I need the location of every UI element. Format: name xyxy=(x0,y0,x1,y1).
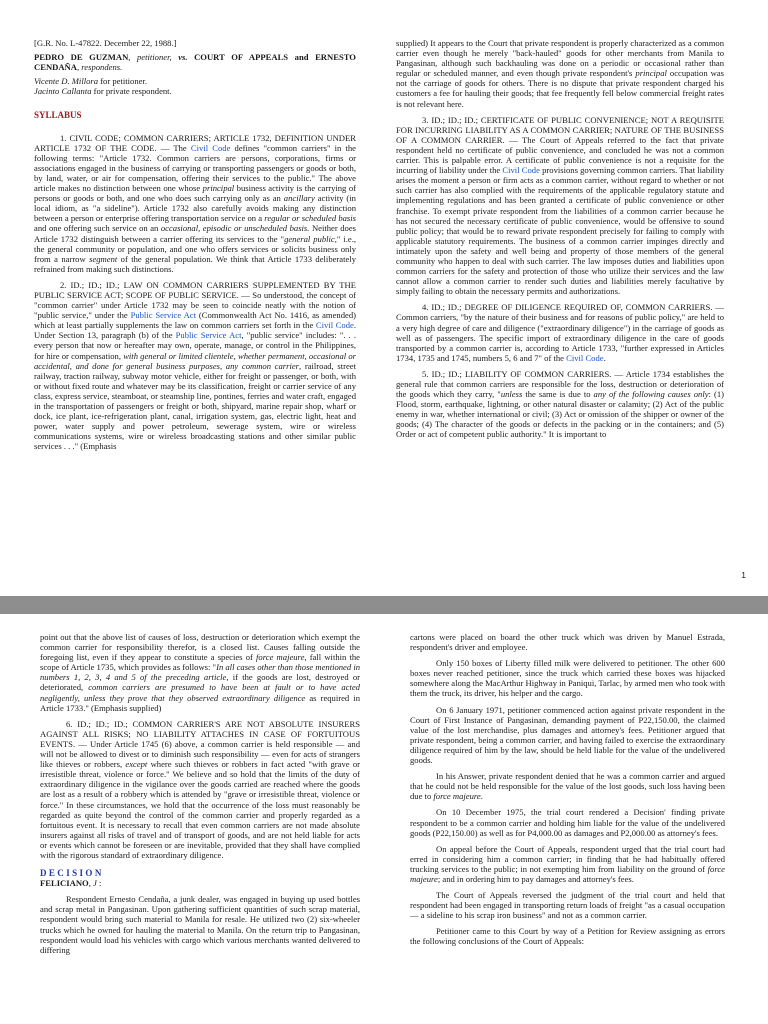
counsel-name: Vicente D. Millora xyxy=(34,76,99,87)
syllabus-heading: SYLLABUS xyxy=(34,110,82,121)
decision-paragraph: Petitioner came to this Court by way of a Petition for Review assigning as errors the following conclusions of the Court of Appeals: xyxy=(410,926,725,947)
civil-code-link[interactable]: Civil Code xyxy=(190,142,231,153)
versus: vs. xyxy=(178,52,188,63)
syllabus-paragraph-4: 4. ID.; ID.; DEGREE OF DILIGENCE REQUIRED OF, COMMON CARRIERS. — Common carriers, "by the nature of their business and for reasons of public policy," are held to a very high degree of care and diligence ("extraordinary diligence") in the carriage of goods as well as of passengers. The specific import of extraordinary diligence in the care of goods transported by a common carrier is, according to Article 1733, "further expressed in Articles 1734, 1735 and 1745, numbers 5, 6 and 7" of the Civil Code. xyxy=(396,302,724,363)
respondent-role: , respondens. xyxy=(76,62,123,73)
decision-paragraph: On 10 December 1975, the trial court rendered a Decision' finding private respondent to be a common carrier and holding him liable for the value of the undelivered goods (P22,150.00) as well as for P4,000.00 as damages and P2,000.00 as attorney's fees. xyxy=(410,807,725,838)
syllabus-paragraph-6: 6. ID.; ID.; ID.; COMMON CARRIER'S ARE NOT ABSOLUTE INSURERS AGAINST ALL RISKS; NO LIABILITY ATTACHES IN CASE OF FORTUITOUS EVENTS. — Under Article 1745 (6) above, a common carrier is held responsible — and will not be allowed to divest or to diminish such responsibility — even for acts of strangers like thieves or robbers, except where such thieves or robbers in fact acted "with grave or irresistible threat, violence or force." We believe and so hold that the limits of the duty of extraordinary diligence in the vigilance over the goods carried are reached where the goods are lost as a result of a robbery which is attended by "grave or irresistible threat, violence or force." In these circumstances, we hold that the occurrence of the loss must reasonably be regarded as quite beyond the control of the common carrier and properly regarded as a fortuitous event. It is necessary to recall that even common carriers are not made absolute insurers against all risks of travel and of transport of goods, and are not held liable for acts or events which cannot be foreseen or are inevitable, provided that they shall have complied with the rigorous standard of extraordinary diligence. xyxy=(40,718,360,860)
right-column xyxy=(410,632,725,953)
ponente-line: FELICIANO, J : xyxy=(40,878,102,889)
case-parties xyxy=(34,52,356,72)
page-number: 1 xyxy=(741,570,746,580)
continued-paragraph: supplied) It appears to the Court that private respondent is properly characterized as a common carrier even though he merely "back-hauled" goods for other merchants from Manila to Pangasinan, although such backhauling was done on a periodic or occasional rather than regular or scheduled manner, and even though private respondent's principal occupation was not the carriage of goods for others. There is no dispute that private respondent charged his customers a fee for hauling their goods; that fee frequently fell below commercial freight rates is not relevant here. xyxy=(396,38,724,109)
public-service-act-link[interactable]: Public Service Act xyxy=(130,310,196,321)
respondent-names: COURT OF APPEALS and ERNESTO CENDAÑA xyxy=(34,52,356,73)
ponente-name: FELICIANO xyxy=(40,878,89,889)
counsel-role: for petitioner. xyxy=(98,76,147,87)
syllabus-paragraph-2: 2. ID.; ID.; ID.; LAW ON COMMON CARRIERS SUPPLEMENTED BY THE PUBLIC SERVICE ACT; SCOPE OF PUBLIC SERVICE. — So understood, the concept of "common carrier" under Article 1732 may be seen to coincide neatly with the notion of "public service," under the Public Service Act (Commonwealth Act No. 1416, as amended) which at least partially supplements the law on common carriers set forth in the Civil Code. Under Section 13, paragraph (b) of the Public Service Act, "public service" includes: ". . . every person that now or hereafter may own, operate, manage, or control in the Philippines, for hire or compensation, with general or limited clientele, whether permanent, occasional or accidental, and done for general business purposes, any common carrier, railroad, street railway, traction railway, subway motor vehicle, either for freight or passenger, or both, with or without fixed route and whatever may be its classification, freight or carrier service of any class, express service, steamboat, or steamship line, pontines, ferries and water craft, engaged in the transportation of passengers or freight or both, shipyard, marine repair shop, wharf or dock, ice plant, ice-refrigeration plant, canal, irrigation system, gas, electric light, heat and power, water supply and power petroleum, sewerage system, wire or wireless communications systems, wire or wireless broadcasting stations and other similar public services . . ." (Emphasis xyxy=(34,279,356,452)
decision-heading: DECISION xyxy=(40,868,104,879)
case-number: [G.R. No. L-47822. December 22, 1988.] xyxy=(34,38,177,48)
civil-code-link[interactable]: Civil Code xyxy=(315,320,354,331)
decision-paragraph: Respondent Ernesto Cendaña, a junk dealer, was engaged in buying up used bottles and scrap metal in Pangasinan. Upon gathering sufficient quantities of such scrap material, respondent would bring such material to Manila for resale. He utilized two (2) six-wheeler trucks which he owned for hauling the material to Manila. On the return trip to Pangasinan, respondent would load his vehicles with cargo which various merchants wanted delivered to differing xyxy=(40,894,360,955)
petitioner-name: PEDRO DE GUZMAN xyxy=(34,52,129,63)
counsel-line xyxy=(34,86,356,96)
civil-code-link[interactable]: Civil Code xyxy=(566,352,604,363)
left-column xyxy=(34,38,356,457)
continued-paragraph: point out that the above list of causes of loss, destruction or deterioration which exempt the common carrier for responsibility therefor, is a closed list. Causes falling outside the foregoing list, even if they appear to constitute a species of force majeure, fall within the scope of Article 1735, which provides as follows: "In all cases other than those mentioned in numbers 1, 2, 3, 4 and 5 of the preceding article, if the goods are lost, destroyed or deteriorated, common carriers are presumed to have been at fault or to have acted negligently, unless they prove that they observed extraordinary diligence as required in Article 1733." (Emphasis supplied) xyxy=(40,632,361,713)
decision-paragraph: The Court of Appeals reversed the judgment of the trial court and held that respondent had been engaged in transporting return loads of freight "as a casual occupation — a sideline to his scrap iron business" and not as a common carrier. xyxy=(410,890,725,921)
civil-code-link[interactable]: Civil Code xyxy=(502,165,540,176)
counsel-name: Jacinto Callanta xyxy=(34,86,92,97)
document-page-2 xyxy=(0,614,768,1024)
continued-paragraph: cartons were placed on board the other truck which was driven by Manuel Estrada, respondent's driver and employee. xyxy=(410,632,725,653)
decision-paragraph: On appeal before the Court of Appeals, respondent urged that the trial court had erred in considering him a common carrier; in finding that he had habitually offered trucking services to the public; in not exempting him from liability on the ground of force majeure; and in ordering him to pay damages and attorney's fees. xyxy=(410,843,725,884)
right-column xyxy=(396,38,724,446)
decision-paragraph: On 6 January 1971, petitioner commenced action against private respondent in the Court of First Instance of Pangasinan, demanding payment of P22,150.00, the claimed value of the lost merchandise, plus damages and attorney's fees. Petitioner argued that private respondent, being a common carrier, and having failed to exercise the extraordinary diligence required of him by the law, should be held liable for the value of the undelivered goods. xyxy=(410,704,725,766)
syllabus-paragraph-3: 3. ID.; ID.; ID.; CERTIFICATE OF PUBLIC CONVENIENCE; NOT A REQUISITE FOR INCURRING LIABILITY AS A COMMON CARRIER; NATURE OF THE BUSINESS OF A COMMON CARRIER. — The Court of Appeals referred to the fact that private respondent held no certificate of public convenience, and concluded he was not a common carrier. This is palpable error. A certificate of public convenience is not a requisite for the incurring of liability under the Civil Code provisions governing common carriers. That liability arises the moment a person or firm acts as a common carrier, without regard to whether or not such carrier has also complied with the requirements of the applicable regulatory statute and implementing regulations and has been granted a certificate of public convenience or other franchise. To exempt private respondent from the liabilities of a common carrier because he has not secured the necessary certificate of public convenience, would be offensive to sound public policy; that would be to reward private respondent precisely for failing to comply with applicable statutory requirements. The business of a common carrier impinges directly and intimately upon the safety and well being and property of those members of the general community who happen to deal with such carrier. The law imposes duties and liabilities upon common carriers for the safety and protection of those who utilize their services and the law cannot allow a common carrier to render such duties and liabilities merely facultative by simply failing to obtain the necessary permits and authorizations. xyxy=(396,114,725,297)
decision-paragraph: Only 150 boxes of Liberty filled milk were delivered to petitioner. The other 600 boxes never reached petitioner, since the truck which carried these boxes was hijacked somewhere along the MacArthur Highway in Paniqui, Tarlac, by armed men who took with them the truck, its driver, his helper and the cargo. xyxy=(410,658,725,699)
counsel-role: for private respondent. xyxy=(91,86,172,97)
counsel-line xyxy=(34,76,356,86)
public-service-act-link[interactable]: Public Service Act xyxy=(175,330,242,341)
decision-paragraph: In his Answer, private respondent denied that he was a common carrier and argued that he could not be held responsible for the value of the lost goods, such loss having been due to force majeure. xyxy=(410,771,725,802)
syllabus-paragraph-5: 5. ID.; ID.; LIABILITY OF COMMON CARRIERS. — Article 1734 establishes the general rule that common carriers are responsible for the loss, destruction or deterioration of the goods which they carry, "unless the same is due to any of the following causes only: (1) Flood, storm, earthquake, lightning, or other natural disaster or calamity; (2) Act of the public enemy in war, whether international or civil; (3) Act or omission of the shipper or owner of the goods; (4) The character of the goods or defects in the packing or in the containers; and (5) Order or act of competent public authority." It is important to xyxy=(396,368,724,440)
syllabus-paragraph-1: 1. CIVIL CODE; COMMON CARRIERS; ARTICLE 1732, DEFINITION UNDER ARTICLE 1732 OF THE CODE. — The Civil Code defines "common carriers" in the following terms: "Article 1732. Common carriers are persons, corporations, firms or associations engaged in the business of carrying or transporting passengers or goods or both, by land, water, or air for compensation, offering their services to the public." The above article makes no distinction between one whose principal business activity is the carrying of persons or goods or both, and one who does such carrying only as an ancillary activity (in local idiom, as "a sideline"). Article 1732 also carefully avoids making any distinction between a person or enterprise offering transportation service on a regular or scheduled basis and one offering such service on an occasional, episodic or unscheduled basis. Neither does Article 1732 distinguish between a carrier offering its services to the "general public," i.e., the general community or population, and one who offers services or solicits business only from a narrow segment of the general population. We think that Article 1733 deliberately refrained from making such distinctions. xyxy=(34,132,357,274)
petitioner-role: , petitioner, xyxy=(128,52,179,63)
left-column xyxy=(40,632,360,961)
